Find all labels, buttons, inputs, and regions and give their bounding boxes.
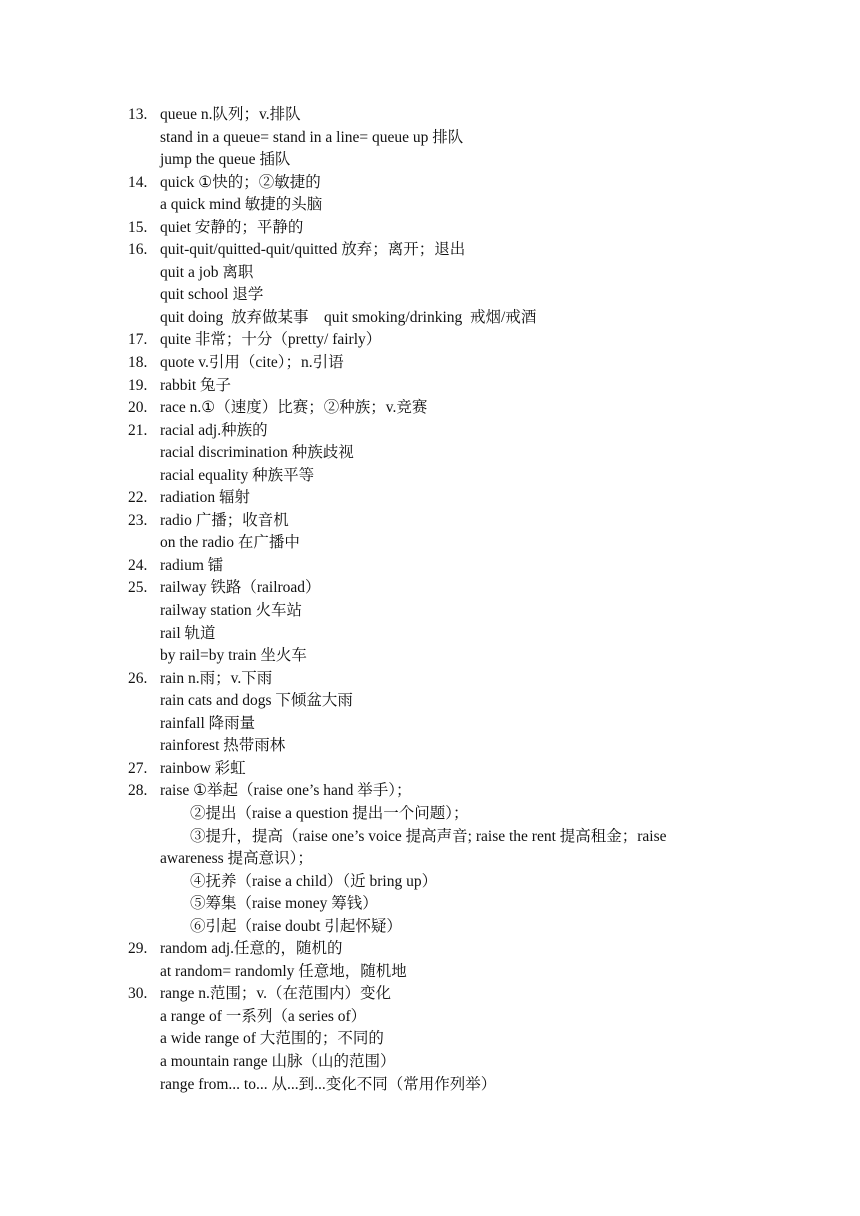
entry-15 xyxy=(0,217,860,240)
entry-number: 26. xyxy=(128,669,148,687)
entry-phrase: quit school 退学 xyxy=(160,286,264,304)
entry-headword: rain n.雨；v.下雨 xyxy=(160,669,273,687)
entry-phrase: rainfall 降雨量 xyxy=(160,714,256,732)
entry-number: 17. xyxy=(128,331,148,349)
entry-line xyxy=(0,284,860,307)
entry-22 xyxy=(0,487,860,510)
entry-line xyxy=(0,713,860,736)
entry-sense: ⑤筹集（raise money 筹钱） xyxy=(190,895,378,913)
entry-30 xyxy=(0,983,860,1006)
entry-line xyxy=(0,690,860,713)
entry-23 xyxy=(0,510,860,533)
entry-headword: railway 铁路（railroad） xyxy=(160,579,321,597)
entry-line xyxy=(0,848,860,871)
entry-phrase: a range of 一系列（a series of） xyxy=(160,1007,367,1025)
vocabulary-list xyxy=(0,104,860,1096)
entry-18 xyxy=(0,352,860,375)
entry-number: 27. xyxy=(128,759,148,777)
entry-headword: radiation 辐射 xyxy=(160,489,250,507)
entry-number: 16. xyxy=(128,241,148,259)
entry-number: 23. xyxy=(128,511,148,529)
entry-line xyxy=(0,871,860,894)
entry-number: 14. xyxy=(128,173,148,191)
entry-headword: rabbit 兔子 xyxy=(160,376,232,394)
entry-headword: queue n.队列；v.排队 xyxy=(160,106,301,123)
entry-line xyxy=(0,149,860,172)
entry-phrase: rain cats and dogs 下倾盆大雨 xyxy=(160,692,353,710)
entry-sense: ④抚养（raise a child）（近 bring up） xyxy=(190,872,438,890)
entry-13 xyxy=(0,104,860,127)
entry-25 xyxy=(0,577,860,600)
entry-line xyxy=(0,600,860,623)
entry-line xyxy=(0,803,860,826)
entry-headword: rainbow 彩虹 xyxy=(160,759,246,777)
entry-number: 21. xyxy=(128,421,148,439)
entry-phrase: stand in a queue= stand in a line= queue up 排队 xyxy=(160,128,464,146)
entry-line xyxy=(0,961,860,984)
entry-number: 18. xyxy=(128,354,148,372)
entry-number: 24. xyxy=(128,556,148,574)
entry-line xyxy=(0,307,860,330)
entry-line xyxy=(0,735,860,758)
entry-29 xyxy=(0,938,860,961)
entry-headword: raise ①举起（raise one’s hand 举手）； xyxy=(160,782,412,800)
entry-phrase: on the radio 在广播中 xyxy=(160,534,300,552)
entry-phrase: rainforest 热带雨林 xyxy=(160,737,286,755)
entry-line xyxy=(0,127,860,150)
entry-line xyxy=(0,532,860,555)
entry-phrase: racial discrimination 种族歧视 xyxy=(160,444,354,462)
entry-24 xyxy=(0,555,860,578)
entry-phrase: quit a job 离职 xyxy=(160,263,254,281)
entry-phrase: railway station 火车站 xyxy=(160,602,303,620)
entry-sense-continued: awareness 提高意识）； xyxy=(160,850,313,868)
entry-headword: random adj.任意的，随机的 xyxy=(160,940,343,958)
entry-headword: quick ①快的；②敏捷的 xyxy=(160,173,321,191)
entry-27 xyxy=(0,758,860,781)
entry-phrase: a wide range of 大范围的；不同的 xyxy=(160,1030,384,1048)
entry-number: 22. xyxy=(128,489,148,507)
entry-line xyxy=(0,623,860,646)
entry-26 xyxy=(0,668,860,691)
entry-sense: ③提升，提高（raise one’s voice 提高声音; raise the rent 提高租金；raise xyxy=(190,827,667,845)
entry-line xyxy=(0,262,860,285)
entry-number: 29. xyxy=(128,940,148,958)
entry-number: 19. xyxy=(128,376,148,394)
entry-headword: quiet 安静的；平静的 xyxy=(160,218,304,236)
entry-number: 20. xyxy=(128,399,148,417)
entry-line xyxy=(0,1074,860,1097)
entry-phrase: by rail=by train 坐火车 xyxy=(160,647,307,665)
entry-phrase: at random= randomly 任意地，随机地 xyxy=(160,962,407,980)
entry-21 xyxy=(0,420,860,443)
entry-line xyxy=(0,1051,860,1074)
entry-line xyxy=(0,1006,860,1029)
entry-phrase: a quick mind 敏捷的头脑 xyxy=(160,196,323,214)
entry-headword: radio 广播；收音机 xyxy=(160,511,289,529)
entry-phrase: range from... to... 从...到...变化不同（常用作列举） xyxy=(160,1075,497,1093)
entry-sense: ⑥引起（raise doubt 引起怀疑） xyxy=(190,917,402,935)
entry-phrase: a mountain range 山脉（山的范围） xyxy=(160,1052,396,1070)
entry-phrase: quit doing 放弃做某事 quit smoking/drinking 戒烟/戒酒 xyxy=(160,308,537,326)
entry-number: 28. xyxy=(128,782,148,800)
entry-28 xyxy=(0,780,860,803)
entry-20 xyxy=(0,397,860,420)
entry-sense: ②提出（raise a question 提出一个问题）； xyxy=(190,804,469,822)
entry-phrase: racial equality 种族平等 xyxy=(160,466,315,484)
entry-headword: quite 非常；十分（pretty/ fairly） xyxy=(160,331,382,349)
entry-17 xyxy=(0,329,860,352)
entry-line xyxy=(0,194,860,217)
entry-phrase: jump the queue 插队 xyxy=(160,151,291,169)
entry-headword: racial adj.种族的 xyxy=(160,421,268,439)
entry-phrase: rail 轨道 xyxy=(160,624,216,642)
entry-headword: quit-quit/quitted-quit/quitted 放弃；离开；退出 xyxy=(160,241,466,259)
entry-headword: radium 镭 xyxy=(160,556,224,574)
entry-number: 30. xyxy=(128,985,148,1003)
entry-headword: quote v.引用（cite）；n.引语 xyxy=(160,354,344,372)
entry-number: 15. xyxy=(128,218,148,236)
entry-16 xyxy=(0,239,860,262)
entry-number: 13. xyxy=(128,106,148,123)
entry-line xyxy=(0,893,860,916)
entry-line xyxy=(0,442,860,465)
entry-headword: race n.①（速度）比赛；②种族；v.竞赛 xyxy=(160,399,428,417)
entry-line xyxy=(0,916,860,939)
entry-line xyxy=(0,645,860,668)
entry-line xyxy=(0,465,860,488)
entry-line xyxy=(0,826,860,849)
entry-headword: range n.范围；v.（在范围内）变化 xyxy=(160,985,392,1003)
entry-19 xyxy=(0,375,860,398)
entry-line xyxy=(0,1028,860,1051)
entry-number: 25. xyxy=(128,579,148,597)
entry-14 xyxy=(0,172,860,195)
